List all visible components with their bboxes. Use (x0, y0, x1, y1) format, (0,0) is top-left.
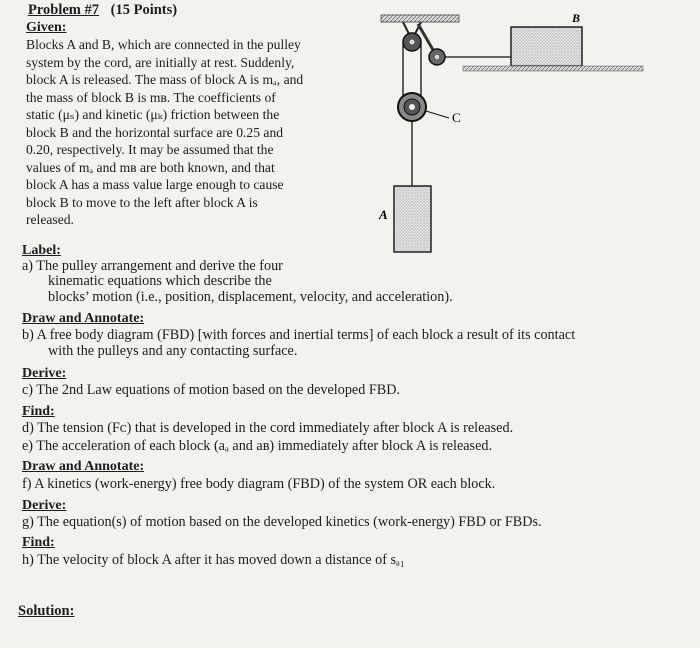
given-line: values of mₐ and mʙ are both known, and that (26, 160, 275, 175)
find-heading-2: Find: (22, 535, 55, 550)
given-line: block B and the horizontal surface are 0.25 and (26, 125, 284, 140)
label-heading: Label: (22, 243, 61, 258)
pulley-diagram (350, 0, 650, 262)
draw-annotate-heading-2: Draw and Annotate: (22, 459, 145, 474)
problem-header (28, 2, 177, 19)
item-a-line2: kinematic equations which describe the (48, 273, 272, 289)
given-line: block A is released. The mass of block A is mₐ, and (26, 72, 304, 87)
block-b (511, 27, 582, 66)
problem-number: Problem #7 (28, 2, 100, 18)
item-c: c) The 2nd Law equations of motion based on the developed FBD. (22, 382, 400, 398)
given-line: system by the cord, are initially at rest. Suddenly, (26, 55, 295, 70)
item-f: f) A kinetics (work-energy) free body diagram (FBD) of the system OR each block. (22, 476, 496, 492)
label-c: C (452, 110, 461, 125)
item-e: e) The acceleration of each block (aₐ and aʙ) immediately after block A is released. (22, 438, 493, 454)
given-line: released. (26, 212, 74, 227)
label-a: A (379, 207, 388, 222)
guide-pulley-axle (435, 55, 439, 59)
block-a (394, 186, 431, 252)
problem-points: (15 Points) (110, 2, 178, 18)
given-line: 0.20, respectively. It may be assumed that the (26, 142, 274, 157)
derive-heading: Derive: (22, 366, 67, 381)
top-pulley-axle (410, 40, 415, 45)
pulley-c-leader (426, 111, 449, 118)
item-g: g) The equation(s) of motion based on the developed kinetics (work-energy) FBD or FBDs. (22, 514, 542, 530)
item-d: d) The tension (Fᴄ) that is developed in the cord immediately after block A is released. (22, 420, 514, 436)
given-line: block B to move to the left after block A is (26, 195, 258, 210)
pulley-c-axle (409, 104, 415, 110)
given-line: static (μₛ) and kinetic (μₖ) friction between the (26, 107, 280, 122)
given-line: block A has a mass value large enough to cause (26, 177, 284, 192)
draw-annotate-heading: Draw and Annotate: (22, 311, 145, 326)
solution-heading: Solution: (18, 603, 75, 619)
find-heading: Find: (22, 404, 55, 419)
item-b-line1: b) A free body diagram (FBD) [with forces and inertial terms] of each block a result of its contact (22, 327, 576, 343)
given-line: the mass of block B is mʙ. The coefficients of (26, 90, 276, 105)
given-heading: Given: (26, 20, 67, 35)
ceiling-support (381, 15, 459, 22)
item-a-line3: blocks’ motion (i.e., position, displacement, velocity, and acceleration). (48, 289, 453, 305)
horizontal-surface (463, 66, 643, 71)
given-line: Blocks A and B, which are connected in the pulley (26, 37, 301, 52)
item-h: h) The velocity of block A after it has moved down a distance of sₐ₁ (22, 552, 405, 568)
label-b: B (572, 11, 581, 25)
item-a-line1: a) The pulley arrangement and derive the four (22, 258, 283, 274)
derive-heading-2: Derive: (22, 498, 67, 513)
item-b-line2: with the pulleys and any contacting surface. (48, 343, 298, 359)
